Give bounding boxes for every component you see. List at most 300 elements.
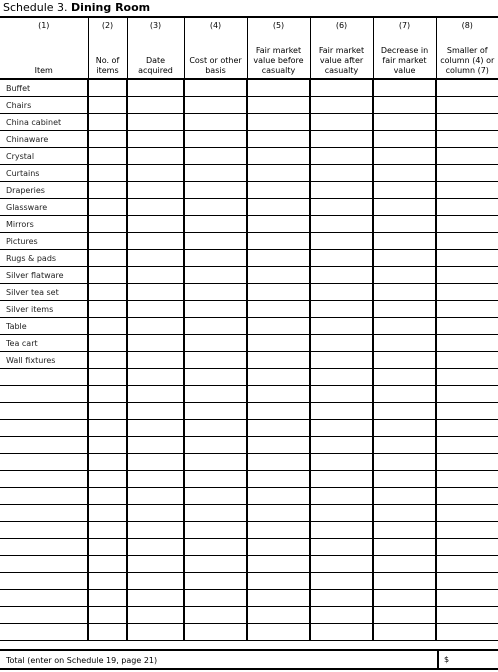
item-name-cell[interactable]	[0, 607, 88, 624]
item-name-cell[interactable]	[0, 386, 88, 403]
entry-cell-col5[interactable]	[247, 471, 310, 488]
entry-cell-col8[interactable]	[436, 420, 498, 437]
item-name-cell[interactable]	[0, 403, 88, 420]
entry-cell-col6[interactable]	[310, 420, 373, 437]
entry-cell-col2[interactable]	[88, 182, 127, 199]
entry-cell-col3[interactable]	[127, 301, 184, 318]
table-row	[0, 233, 498, 250]
entry-cell-col6[interactable]	[310, 284, 373, 301]
entry-cell-col7[interactable]	[373, 318, 436, 335]
entry-cell-col7[interactable]	[373, 284, 436, 301]
table-row	[0, 386, 498, 403]
entry-cell-col2[interactable]	[88, 386, 127, 403]
entry-cell-col8[interactable]	[436, 505, 498, 522]
entry-cell-col4[interactable]	[184, 233, 247, 250]
entry-cell-col3[interactable]	[127, 335, 184, 352]
entry-cell-col7[interactable]	[373, 488, 436, 505]
entry-cell-col7[interactable]	[373, 79, 436, 97]
table-row	[0, 199, 498, 216]
entry-cell-col6[interactable]	[310, 522, 373, 539]
entry-cell-col3[interactable]	[127, 250, 184, 267]
item-name-cell[interactable]	[0, 471, 88, 488]
entry-cell-col2[interactable]	[88, 369, 127, 386]
entry-cell-col2[interactable]	[88, 199, 127, 216]
entry-cell-col8[interactable]	[436, 335, 498, 352]
column-header-7	[373, 17, 436, 79]
entry-cell-col4[interactable]	[184, 386, 247, 403]
entry-cell-col4[interactable]	[184, 131, 247, 148]
entry-cell-col4[interactable]	[184, 182, 247, 199]
entry-cell-col7[interactable]	[373, 97, 436, 114]
table-row	[0, 556, 498, 573]
column-label: Smaller of column (4) or column (7)	[440, 46, 495, 75]
entry-cell-col5[interactable]	[247, 386, 310, 403]
entry-cell-col6[interactable]	[310, 182, 373, 199]
column-number: (3)	[149, 21, 162, 30]
column-label: Decrease in fair market value	[380, 46, 429, 75]
entry-cell-col8[interactable]	[436, 386, 498, 403]
entry-cell-col2[interactable]	[88, 318, 127, 335]
entry-cell-col3[interactable]	[127, 454, 184, 471]
schedule-title	[3, 1, 150, 14]
entry-cell-col4[interactable]	[184, 607, 247, 624]
entry-cell-col5[interactable]	[247, 318, 310, 335]
entry-cell-col8[interactable]	[436, 471, 498, 488]
entry-cell-col8[interactable]	[436, 403, 498, 420]
item-name-cell: Chinaware	[0, 131, 88, 148]
entry-cell-col8[interactable]	[436, 182, 498, 199]
entry-cell-col7[interactable]	[373, 369, 436, 386]
entry-cell-col2[interactable]	[88, 335, 127, 352]
table-row	[0, 250, 498, 267]
entry-cell-col6[interactable]	[310, 471, 373, 488]
entry-cell-col7[interactable]	[373, 471, 436, 488]
entry-cell-col2[interactable]	[88, 624, 127, 641]
item-name-cell[interactable]	[0, 539, 88, 556]
entry-cell-col8[interactable]	[436, 165, 498, 182]
entry-cell-col8[interactable]	[436, 284, 498, 301]
entry-cell-col6[interactable]	[310, 590, 373, 607]
total-label: Total (enter on Schedule 19, page 21)	[6, 656, 158, 665]
entry-cell-col3[interactable]	[127, 573, 184, 590]
entry-cell-col6[interactable]	[310, 556, 373, 573]
entry-cell-col5[interactable]	[247, 233, 310, 250]
entry-cell-col3[interactable]	[127, 437, 184, 454]
column-header-3	[127, 17, 184, 79]
entry-cell-col6[interactable]	[310, 267, 373, 284]
entry-cell-col7[interactable]	[373, 573, 436, 590]
entry-cell-col4[interactable]	[184, 590, 247, 607]
entry-cell-col8[interactable]	[436, 114, 498, 131]
item-name-cell: Silver flatware	[0, 267, 88, 284]
entry-cell-col5[interactable]	[247, 284, 310, 301]
entry-cell-col3[interactable]	[127, 403, 184, 420]
entry-cell-col4[interactable]	[184, 301, 247, 318]
entry-cell-col8[interactable]	[436, 267, 498, 284]
entry-cell-col5[interactable]	[247, 165, 310, 182]
entry-cell-col7[interactable]	[373, 556, 436, 573]
entry-cell-col8[interactable]	[436, 352, 498, 369]
entry-cell-col4[interactable]	[184, 352, 247, 369]
item-name-cell: Rugs & pads	[0, 250, 88, 267]
entry-cell-col5[interactable]	[247, 624, 310, 641]
column-number: (5)	[272, 21, 285, 30]
entry-cell-col4[interactable]	[184, 624, 247, 641]
entry-cell-col5[interactable]	[247, 488, 310, 505]
entry-cell-col4[interactable]	[184, 488, 247, 505]
entry-cell-col4[interactable]	[184, 114, 247, 131]
entry-cell-col2[interactable]	[88, 165, 127, 182]
entry-cell-col4[interactable]	[184, 165, 247, 182]
entry-cell-col5[interactable]	[247, 454, 310, 471]
entry-cell-col4[interactable]	[184, 403, 247, 420]
entry-cell-col4[interactable]	[184, 267, 247, 284]
entry-cell-col7[interactable]	[373, 216, 436, 233]
entry-cell-col5[interactable]	[247, 216, 310, 233]
column-number: (1)	[38, 21, 50, 30]
entry-cell-col7[interactable]	[373, 386, 436, 403]
table-row	[0, 131, 498, 148]
table-row	[0, 318, 498, 335]
column-label: Cost or other basis	[189, 56, 242, 75]
entry-cell-col8[interactable]	[436, 301, 498, 318]
entry-cell-col4[interactable]	[184, 556, 247, 573]
table-row	[0, 114, 498, 131]
entry-cell-col3[interactable]	[127, 233, 184, 250]
entry-cell-col2[interactable]	[88, 97, 127, 114]
entry-cell-col8[interactable]	[436, 97, 498, 114]
entry-cell-col3[interactable]	[127, 471, 184, 488]
entry-cell-col5[interactable]	[247, 199, 310, 216]
entry-cell-col4[interactable]	[184, 148, 247, 165]
entry-cell-col2[interactable]	[88, 488, 127, 505]
entry-cell-col8[interactable]	[436, 624, 498, 641]
entry-cell-col8[interactable]	[436, 250, 498, 267]
entry-cell-col3[interactable]	[127, 556, 184, 573]
entry-cell-col5[interactable]	[247, 369, 310, 386]
entry-cell-col7[interactable]	[373, 505, 436, 522]
item-name-cell: Glassware	[0, 199, 88, 216]
table-row	[0, 182, 498, 199]
entry-cell-col4[interactable]	[184, 539, 247, 556]
item-name-cell[interactable]	[0, 488, 88, 505]
entry-cell-col7[interactable]	[373, 539, 436, 556]
table-row	[0, 301, 498, 318]
entry-cell-col8[interactable]	[436, 573, 498, 590]
entry-cell-col7[interactable]	[373, 437, 436, 454]
entry-cell-col2[interactable]	[88, 471, 127, 488]
entry-cell-col4[interactable]	[184, 216, 247, 233]
entry-cell-col4[interactable]	[184, 369, 247, 386]
entry-cell-col5[interactable]	[247, 607, 310, 624]
entry-cell-col6[interactable]	[310, 165, 373, 182]
table-row	[0, 573, 498, 590]
entry-cell-col7[interactable]	[373, 148, 436, 165]
entry-cell-col7[interactable]	[373, 199, 436, 216]
entry-cell-col6[interactable]	[310, 301, 373, 318]
table-row	[0, 148, 498, 165]
item-name-cell[interactable]	[0, 454, 88, 471]
entry-cell-col5[interactable]	[247, 505, 310, 522]
table-row	[0, 420, 498, 437]
entry-cell-col3[interactable]	[127, 624, 184, 641]
entry-cell-col7[interactable]	[373, 182, 436, 199]
entry-cell-col7[interactable]	[373, 420, 436, 437]
entry-cell-col7[interactable]	[373, 301, 436, 318]
entry-cell-col5[interactable]	[247, 539, 310, 556]
entry-cell-col5[interactable]	[247, 573, 310, 590]
entry-cell-col7[interactable]	[373, 590, 436, 607]
entry-cell-col5[interactable]	[247, 437, 310, 454]
entry-cell-col4[interactable]	[184, 505, 247, 522]
table-row	[0, 369, 498, 386]
entry-cell-col6[interactable]	[310, 114, 373, 131]
entry-cell-col8[interactable]	[436, 607, 498, 624]
entry-cell-col7[interactable]	[373, 131, 436, 148]
column-header-6	[310, 17, 373, 79]
entry-cell-col3[interactable]	[127, 267, 184, 284]
column-number: (8)	[461, 21, 473, 30]
entry-cell-col4[interactable]	[184, 471, 247, 488]
entry-cell-col4[interactable]	[184, 454, 247, 471]
entry-cell-col6[interactable]	[310, 352, 373, 369]
entry-cell-col3[interactable]	[127, 216, 184, 233]
entry-cell-col5[interactable]	[247, 131, 310, 148]
entry-cell-col2[interactable]	[88, 267, 127, 284]
entry-cell-col8[interactable]	[436, 199, 498, 216]
entry-cell-col2[interactable]	[88, 437, 127, 454]
entry-cell-col6[interactable]	[310, 607, 373, 624]
column-number: (4)	[209, 21, 222, 30]
entry-cell-col7[interactable]	[373, 624, 436, 641]
entry-cell-col2[interactable]	[88, 403, 127, 420]
entry-cell-col5[interactable]	[247, 352, 310, 369]
column-number: (7)	[398, 21, 411, 30]
entry-cell-col3[interactable]	[127, 505, 184, 522]
entry-cell-col2[interactable]	[88, 522, 127, 539]
entry-cell-col3[interactable]	[127, 590, 184, 607]
entry-cell-col2[interactable]	[88, 505, 127, 522]
entry-cell-col2[interactable]	[88, 114, 127, 131]
entry-cell-col2[interactable]	[88, 420, 127, 437]
entry-cell-col2[interactable]	[88, 556, 127, 573]
entry-cell-col5[interactable]	[247, 301, 310, 318]
entry-cell-col3[interactable]	[127, 97, 184, 114]
entry-cell-col2[interactable]	[88, 216, 127, 233]
entry-cell-col8[interactable]	[436, 539, 498, 556]
entry-cell-col4[interactable]	[184, 97, 247, 114]
entry-cell-col8[interactable]	[436, 79, 498, 97]
entry-cell-col2[interactable]	[88, 573, 127, 590]
entry-cell-col3[interactable]	[127, 386, 184, 403]
entry-cell-col5[interactable]	[247, 335, 310, 352]
entry-cell-col6[interactable]	[310, 199, 373, 216]
entry-cell-col2[interactable]	[88, 454, 127, 471]
table-row	[0, 522, 498, 539]
entry-cell-col5[interactable]	[247, 522, 310, 539]
entry-cell-col2[interactable]	[88, 539, 127, 556]
entry-cell-col3[interactable]	[127, 284, 184, 301]
entry-cell-col5[interactable]	[247, 97, 310, 114]
item-name-cell: Crystal	[0, 148, 88, 165]
entry-cell-col5[interactable]	[247, 556, 310, 573]
table-row	[0, 97, 498, 114]
entry-cell-col3[interactable]	[127, 369, 184, 386]
entry-cell-col8[interactable]	[436, 131, 498, 148]
entry-cell-col4[interactable]	[184, 522, 247, 539]
table-row	[0, 539, 498, 556]
entry-cell-col2[interactable]	[88, 131, 127, 148]
entry-cell-col5[interactable]	[247, 114, 310, 131]
entry-cell-col8[interactable]	[436, 590, 498, 607]
item-name-cell[interactable]	[0, 369, 88, 386]
entry-cell-col6[interactable]	[310, 318, 373, 335]
item-name-cell: Mirrors	[0, 216, 88, 233]
entry-cell-col5[interactable]	[247, 148, 310, 165]
entry-cell-col7[interactable]	[373, 352, 436, 369]
entry-cell-col5[interactable]	[247, 79, 310, 97]
column-header-8	[436, 17, 498, 79]
entry-cell-col5[interactable]	[247, 403, 310, 420]
entry-cell-col3[interactable]	[127, 522, 184, 539]
entry-cell-col6[interactable]	[310, 454, 373, 471]
entry-cell-col8[interactable]	[436, 369, 498, 386]
entry-cell-col6[interactable]	[310, 386, 373, 403]
entry-cell-col8[interactable]	[436, 216, 498, 233]
entry-cell-col6[interactable]	[310, 250, 373, 267]
entry-cell-col6[interactable]	[310, 233, 373, 250]
item-name-cell[interactable]	[0, 624, 88, 641]
entry-cell-col5[interactable]	[247, 182, 310, 199]
table-row	[0, 267, 498, 284]
entry-cell-col4[interactable]	[184, 250, 247, 267]
table-row	[0, 505, 498, 522]
entry-cell-col5[interactable]	[247, 250, 310, 267]
entry-cell-col2[interactable]	[88, 284, 127, 301]
entry-cell-col3[interactable]	[127, 131, 184, 148]
entry-cell-col8[interactable]	[436, 148, 498, 165]
entry-cell-col5[interactable]	[247, 267, 310, 284]
table-row	[0, 437, 498, 454]
column-header-5	[247, 17, 310, 79]
entry-cell-col7[interactable]	[373, 454, 436, 471]
entry-cell-col3[interactable]	[127, 79, 184, 97]
entry-cell-col3[interactable]	[127, 148, 184, 165]
entry-cell-col8[interactable]	[436, 522, 498, 539]
entry-cell-col4[interactable]	[184, 284, 247, 301]
entry-cell-col7[interactable]	[373, 403, 436, 420]
entry-cell-col4[interactable]	[184, 79, 247, 97]
entry-cell-col3[interactable]	[127, 352, 184, 369]
entry-cell-col8[interactable]	[436, 233, 498, 250]
entry-cell-col4[interactable]	[184, 318, 247, 335]
entry-cell-col6[interactable]	[310, 624, 373, 641]
entry-cell-col6[interactable]	[310, 437, 373, 454]
entry-cell-col6[interactable]	[310, 131, 373, 148]
entry-cell-col4[interactable]	[184, 573, 247, 590]
entry-cell-col7[interactable]	[373, 267, 436, 284]
entry-cell-col7[interactable]	[373, 233, 436, 250]
entry-cell-col3[interactable]	[127, 199, 184, 216]
total-amount-field[interactable]	[437, 651, 498, 668]
entry-cell-col4[interactable]	[184, 199, 247, 216]
entry-cell-col5[interactable]	[247, 420, 310, 437]
dining-room-table	[0, 16, 498, 641]
entry-cell-col6[interactable]	[310, 488, 373, 505]
item-name-cell[interactable]	[0, 590, 88, 607]
entry-cell-col7[interactable]	[373, 114, 436, 131]
entry-cell-col8[interactable]	[436, 318, 498, 335]
entry-cell-col3[interactable]	[127, 318, 184, 335]
entry-cell-col2[interactable]	[88, 250, 127, 267]
entry-cell-col7[interactable]	[373, 607, 436, 624]
entry-cell-col6[interactable]	[310, 539, 373, 556]
item-name-cell[interactable]	[0, 573, 88, 590]
column-label: No. of items	[95, 56, 120, 75]
entry-cell-col4[interactable]	[184, 437, 247, 454]
entry-cell-col3[interactable]	[127, 165, 184, 182]
item-name-cell: China cabinet	[0, 114, 88, 131]
item-name-cell: Pictures	[0, 233, 88, 250]
entry-cell-col6[interactable]	[310, 369, 373, 386]
entry-cell-col6[interactable]	[310, 403, 373, 420]
item-name-cell[interactable]	[0, 437, 88, 454]
entry-cell-col3[interactable]	[127, 488, 184, 505]
entry-cell-col2[interactable]	[88, 607, 127, 624]
entry-cell-col3[interactable]	[127, 539, 184, 556]
entry-cell-col2[interactable]	[88, 233, 127, 250]
entry-cell-col3[interactable]	[127, 182, 184, 199]
item-name-cell[interactable]	[0, 522, 88, 539]
schedule-prefix: Schedule 3.	[3, 1, 68, 14]
entry-cell-col7[interactable]	[373, 335, 436, 352]
entry-cell-col6[interactable]	[310, 97, 373, 114]
entry-cell-col2[interactable]	[88, 590, 127, 607]
item-name-cell[interactable]	[0, 420, 88, 437]
entry-cell-col2[interactable]	[88, 301, 127, 318]
entry-cell-col2[interactable]	[88, 148, 127, 165]
entry-cell-col8[interactable]	[436, 437, 498, 454]
column-label: Fair market value after casualty	[318, 46, 365, 75]
entry-cell-col8[interactable]	[436, 488, 498, 505]
item-name-cell[interactable]	[0, 556, 88, 573]
entry-cell-col6[interactable]	[310, 79, 373, 97]
item-name-cell[interactable]	[0, 505, 88, 522]
entry-cell-col8[interactable]	[436, 454, 498, 471]
entry-cell-col6[interactable]	[310, 505, 373, 522]
entry-cell-col6[interactable]	[310, 335, 373, 352]
entry-cell-col5[interactable]	[247, 590, 310, 607]
entry-cell-col4[interactable]	[184, 420, 247, 437]
entry-cell-col6[interactable]	[310, 148, 373, 165]
entry-cell-col3[interactable]	[127, 114, 184, 131]
table-row	[0, 454, 498, 471]
entry-cell-col2[interactable]	[88, 352, 127, 369]
entry-cell-col3[interactable]	[127, 420, 184, 437]
entry-cell-col7[interactable]	[373, 522, 436, 539]
entry-cell-col6[interactable]	[310, 216, 373, 233]
entry-cell-col8[interactable]	[436, 556, 498, 573]
entry-cell-col7[interactable]	[373, 165, 436, 182]
table-row	[0, 284, 498, 301]
entry-cell-col7[interactable]	[373, 250, 436, 267]
entry-cell-col6[interactable]	[310, 573, 373, 590]
entry-cell-col3[interactable]	[127, 607, 184, 624]
entry-cell-col4[interactable]	[184, 335, 247, 352]
entry-cell-col2[interactable]	[88, 79, 127, 97]
table-row	[0, 165, 498, 182]
column-number: (2)	[101, 21, 114, 30]
